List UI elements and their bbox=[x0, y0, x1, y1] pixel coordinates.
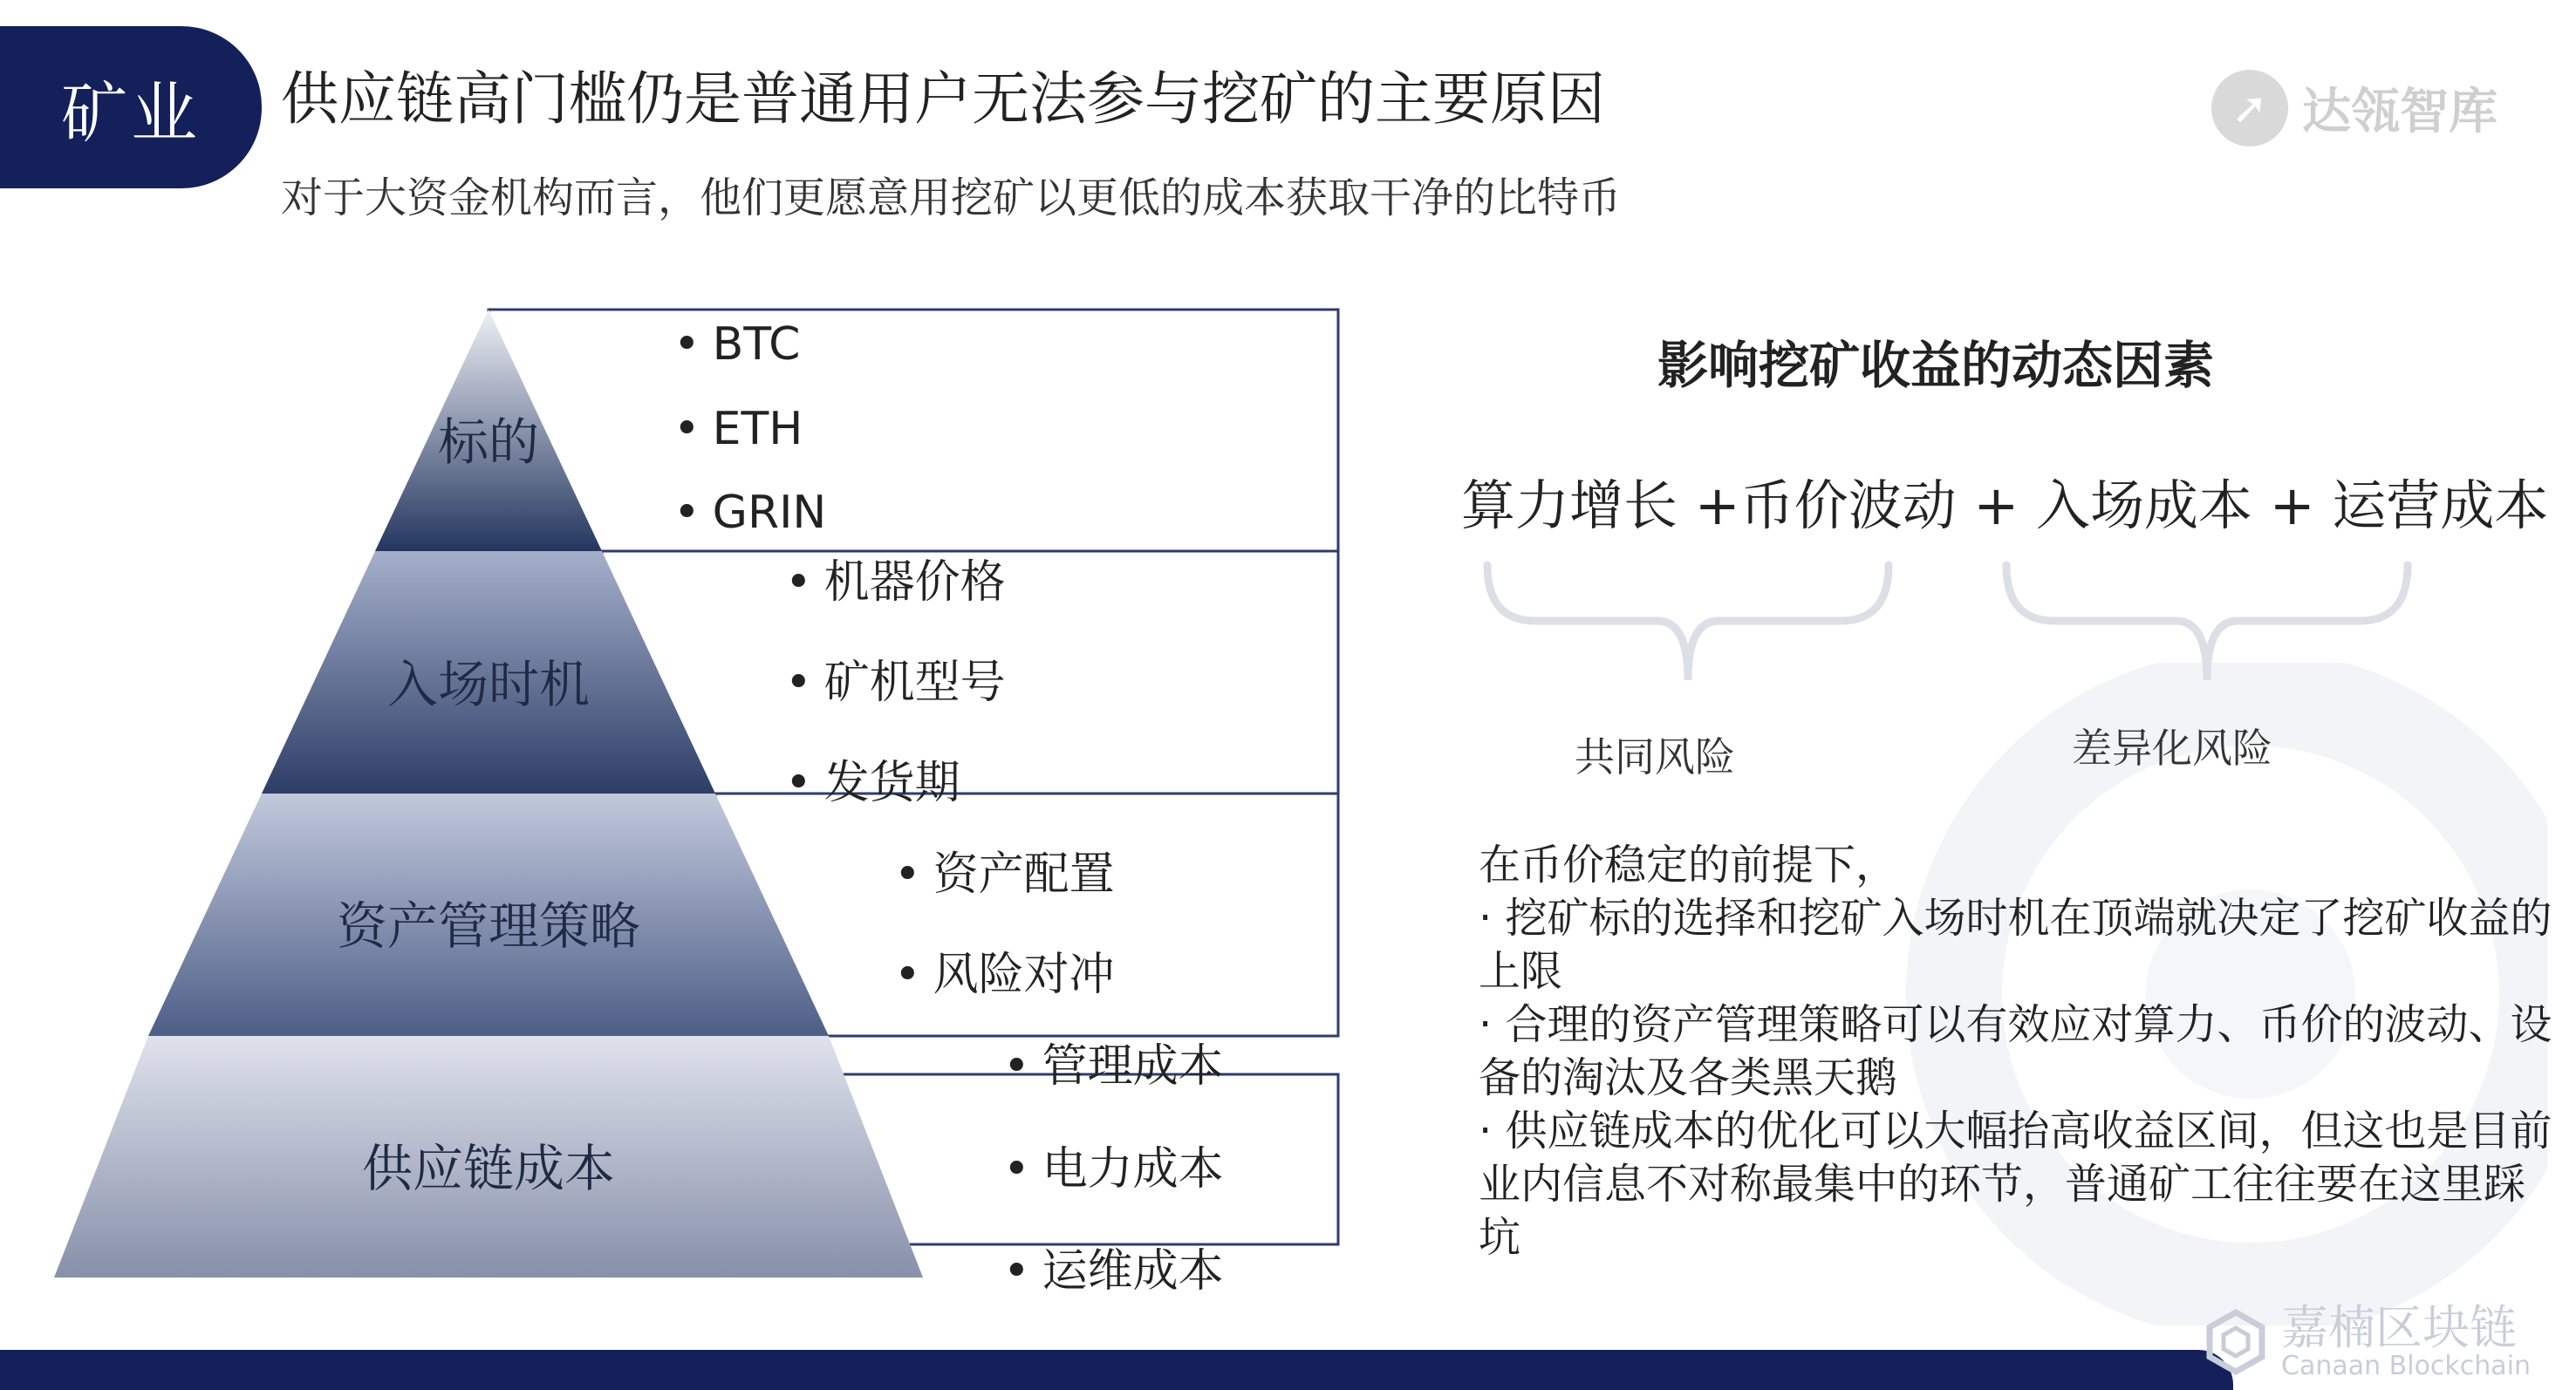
bullet-btc: • BTC bbox=[673, 318, 800, 371]
bullet-machine-model: • 矿机型号 bbox=[785, 645, 1006, 711]
notes-lead: 在币价稳定的前提下， bbox=[1479, 841, 1898, 889]
notes-point: · 挖矿标的选择和挖矿入场时机在顶端就决定了挖矿收益的上限 bbox=[1479, 894, 2552, 996]
bullet-grin: • GRIN bbox=[673, 487, 826, 539]
brand-name-cn: 嘉楠区块链 bbox=[2281, 1300, 2517, 1355]
brand-name-en: Canaan Blockchain bbox=[2281, 1351, 2532, 1381]
common-risk-label: 共同风险 bbox=[1575, 733, 1735, 780]
factors-formula: 算力增长 +币价波动 + 入场成本 + 运营成本 bbox=[1461, 474, 2549, 537]
page-subtitle: 对于大资金机构而言，他们更愿意用挖矿以更低的成本获取干净的比特币 bbox=[281, 174, 1622, 222]
layer-label-timing: 入场时机 bbox=[386, 655, 591, 714]
factors-title: 影响挖矿收益的动态因素 bbox=[1657, 336, 2215, 395]
page-title: 供应链高门槛仍是普通用户无法参与挖矿的主要原因 bbox=[281, 65, 1605, 133]
diff-risk-bracket bbox=[2006, 565, 2408, 680]
bullet-management-cost: • 管理成本 bbox=[1003, 1029, 1224, 1094]
footer-brand bbox=[2203, 1300, 2532, 1381]
bullet-delivery: • 发货期 bbox=[785, 746, 960, 811]
bullet-risk-hedge: • 风险对冲 bbox=[894, 937, 1115, 1003]
section-tag: 矿业 bbox=[0, 26, 262, 188]
common-risk-bracket bbox=[1487, 565, 1889, 680]
hexagon-logo-icon bbox=[2203, 1309, 2269, 1375]
notes-point: · 供应链成本的优化可以大幅抬高收益区间，但这也是目前业内信息不对称最集中的环节，普通矿工往往要在这里踩坑 bbox=[1479, 1107, 2552, 1262]
bullet-eth: • ETH bbox=[673, 403, 803, 455]
layer-label-supply-chain: 供应链成本 bbox=[361, 1139, 616, 1198]
rocket-icon: ➚ bbox=[2211, 70, 2288, 146]
bullet-asset-allocation: • 资产配置 bbox=[894, 837, 1115, 903]
notes-block bbox=[1479, 839, 2560, 1264]
footer-bar bbox=[0, 1350, 2233, 1390]
layer-label-asset-strategy: 资产管理策略 bbox=[336, 896, 641, 956]
bullet-power-cost: • 电力成本 bbox=[1003, 1132, 1224, 1197]
logo-text: 达瓴智库 bbox=[2302, 84, 2497, 140]
notes-point: · 合理的资产管理策略可以有效应对算力、币价的波动、设备的淘汰及各类黑天鹅 bbox=[1479, 1000, 2552, 1102]
bullet-maintenance-cost: • 运维成本 bbox=[1003, 1234, 1224, 1299]
diff-risk-label: 差异化风险 bbox=[2072, 725, 2272, 772]
bullet-machine-price: • 机器价格 bbox=[785, 545, 1006, 610]
layer-label-target: 标的 bbox=[437, 412, 540, 472]
